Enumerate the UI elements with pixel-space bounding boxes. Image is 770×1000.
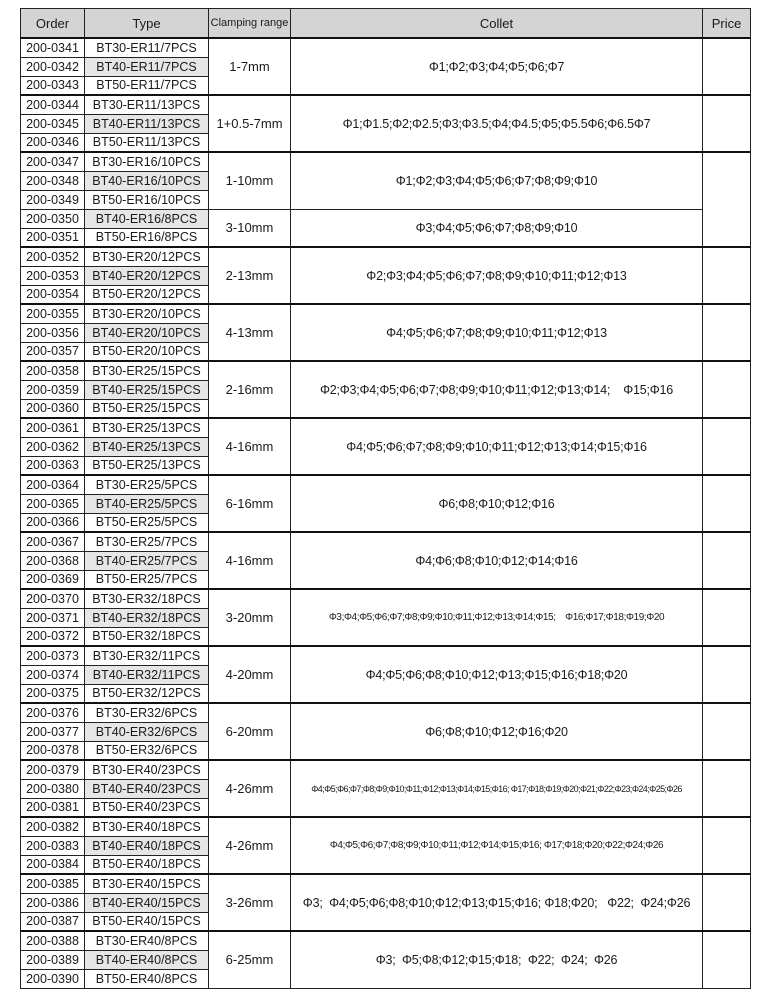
order-number: 200-0372 — [21, 627, 85, 646]
header-row — [21, 9, 751, 39]
price-cell — [703, 475, 751, 532]
clamping-range: 4-26mm — [209, 760, 291, 817]
type-code: BT50-ER25/15PCS — [85, 399, 209, 418]
table-row — [21, 931, 751, 950]
clamping-range: 2-13mm — [209, 247, 291, 304]
type-code: BT40-ER40/18PCS — [85, 836, 209, 855]
type-code: BT40-ER25/7PCS — [85, 551, 209, 570]
product-table-container — [20, 8, 750, 989]
order-number: 200-0385 — [21, 874, 85, 893]
table-body — [21, 38, 751, 988]
order-number: 200-0383 — [21, 836, 85, 855]
type-code: BT30-ER25/5PCS — [85, 475, 209, 494]
type-code: BT50-ER40/23PCS — [85, 798, 209, 817]
collet-sizes: Φ3;Φ4;Φ5;Φ6;Φ7;Φ8;Φ9;Φ10;Φ11;Φ12;Φ13;Φ14;Φ15; Φ16;Φ17;Φ18;Φ19;Φ20 — [291, 589, 703, 646]
price-cell — [703, 304, 751, 361]
collet-sizes: Φ4;Φ5;Φ6;Φ7;Φ8;Φ9;Φ10;Φ11;Φ12;Φ13;Φ14;Φ15;Φ16; Φ17;Φ18;Φ19;Φ20;Φ21;Φ22;Φ23;Φ24;Φ25;Φ26 — [291, 760, 703, 817]
order-number: 200-0343 — [21, 76, 85, 95]
collet-sizes: Φ3;Φ4;Φ5;Φ6;Φ7;Φ8;Φ9;Φ10 — [291, 209, 703, 247]
collet-sizes: Φ6;Φ8;Φ10;Φ12;Φ16;Φ20 — [291, 703, 703, 760]
collet-sizes: Φ4;Φ5;Φ6;Φ8;Φ10;Φ12;Φ13;Φ15;Φ16;Φ18;Φ20 — [291, 646, 703, 703]
clamping-range: 3-10mm — [209, 209, 291, 247]
order-header: Order — [21, 9, 85, 39]
type-code: BT30-ER11/7PCS — [85, 38, 209, 57]
order-number: 200-0344 — [21, 95, 85, 114]
order-number: 200-0348 — [21, 171, 85, 190]
type-code: BT50-ER32/6PCS — [85, 741, 209, 760]
order-number: 200-0388 — [21, 931, 85, 950]
type-code: BT40-ER20/10PCS — [85, 323, 209, 342]
order-number: 200-0342 — [21, 57, 85, 76]
order-number: 200-0381 — [21, 798, 85, 817]
type-code: BT40-ER32/11PCS — [85, 665, 209, 684]
table-row — [21, 209, 751, 228]
type-code: BT50-ER16/8PCS — [85, 228, 209, 247]
table-row — [21, 361, 751, 380]
clamping-range: 4-16mm — [209, 418, 291, 475]
order-number: 200-0371 — [21, 608, 85, 627]
type-code: BT50-ER32/18PCS — [85, 627, 209, 646]
type-code: BT50-ER16/10PCS — [85, 190, 209, 209]
type-code: BT30-ER32/11PCS — [85, 646, 209, 665]
order-number: 200-0366 — [21, 513, 85, 532]
price-cell — [703, 760, 751, 817]
order-number: 200-0374 — [21, 665, 85, 684]
collet-sizes: Φ1;Φ2;Φ3;Φ4;Φ5;Φ6;Φ7;Φ8;Φ9;Φ10 — [291, 152, 703, 209]
clamping-range: 4-20mm — [209, 646, 291, 703]
order-number: 200-0345 — [21, 114, 85, 133]
order-number: 200-0369 — [21, 570, 85, 589]
type-code: BT50-ER32/12PCS — [85, 684, 209, 703]
order-number: 200-0355 — [21, 304, 85, 323]
order-number: 200-0354 — [21, 285, 85, 304]
order-number: 200-0347 — [21, 152, 85, 171]
table-row — [21, 532, 751, 551]
type-code: BT40-ER20/12PCS — [85, 266, 209, 285]
collet-sizes: Φ4;Φ5;Φ6;Φ7;Φ8;Φ9;Φ10;Φ11;Φ12;Φ13 — [291, 304, 703, 361]
order-number: 200-0361 — [21, 418, 85, 437]
table-row — [21, 874, 751, 893]
type-code: BT50-ER40/15PCS — [85, 912, 209, 931]
collet-sizes: Φ1;Φ1.5;Φ2;Φ2.5;Φ3;Φ3.5;Φ4;Φ4.5;Φ5;Φ5.5Φ6;Φ6.5Φ7 — [291, 95, 703, 152]
type-code: BT40-ER40/15PCS — [85, 893, 209, 912]
order-number: 200-0368 — [21, 551, 85, 570]
collet-sizes: Φ3; Φ5;Φ8;Φ12;Φ15;Φ18; Φ22; Φ24; Φ26 — [291, 931, 703, 988]
order-number: 200-0360 — [21, 399, 85, 418]
order-number: 200-0380 — [21, 779, 85, 798]
order-number: 200-0389 — [21, 950, 85, 969]
type-code: BT30-ER16/10PCS — [85, 152, 209, 171]
price-cell — [703, 874, 751, 931]
order-number: 200-0356 — [21, 323, 85, 342]
type-code: BT50-ER11/7PCS — [85, 76, 209, 95]
order-number: 200-0375 — [21, 684, 85, 703]
order-number: 200-0373 — [21, 646, 85, 665]
type-header: Type — [85, 9, 209, 39]
order-number: 200-0390 — [21, 969, 85, 988]
price-cell — [703, 95, 751, 152]
type-code: BT30-ER40/15PCS — [85, 874, 209, 893]
collet-sizes: Φ4;Φ6;Φ8;Φ10;Φ12;Φ14;Φ16 — [291, 532, 703, 589]
type-code: BT50-ER11/13PCS — [85, 133, 209, 152]
type-code: BT40-ER16/8PCS — [85, 209, 209, 228]
type-code: BT30-ER25/15PCS — [85, 361, 209, 380]
order-number: 200-0341 — [21, 38, 85, 57]
clamping-range-header: Clamping range — [209, 9, 291, 39]
clamping-range: 1-7mm — [209, 38, 291, 95]
type-code: BT40-ER25/5PCS — [85, 494, 209, 513]
type-code: BT50-ER40/18PCS — [85, 855, 209, 874]
order-number: 200-0350 — [21, 209, 85, 228]
order-number: 200-0382 — [21, 817, 85, 836]
type-code: BT40-ER16/10PCS — [85, 171, 209, 190]
order-number: 200-0346 — [21, 133, 85, 152]
price-cell — [703, 646, 751, 703]
type-code: BT40-ER40/8PCS — [85, 950, 209, 969]
type-code: BT30-ER25/7PCS — [85, 532, 209, 551]
table-row — [21, 760, 751, 779]
table-row — [21, 304, 751, 323]
collet-sizes: Φ1;Φ2;Φ3;Φ4;Φ5;Φ6;Φ7 — [291, 38, 703, 95]
price-cell — [703, 532, 751, 589]
collet-sizes: Φ3; Φ4;Φ5;Φ6;Φ8;Φ10;Φ12;Φ13;Φ15;Φ16; Φ18;Φ20; Φ22; Φ24;Φ26 — [291, 874, 703, 931]
clamping-range: 3-26mm — [209, 874, 291, 931]
order-number: 200-0353 — [21, 266, 85, 285]
type-code: BT40-ER11/7PCS — [85, 57, 209, 76]
collet-sizes: Φ2;Φ3;Φ4;Φ5;Φ6;Φ7;Φ8;Φ9;Φ10;Φ11;Φ12;Φ13 — [291, 247, 703, 304]
type-code: BT30-ER25/13PCS — [85, 418, 209, 437]
clamping-range: 1+0.5-7mm — [209, 95, 291, 152]
order-number: 200-0384 — [21, 855, 85, 874]
clamping-range: 4-16mm — [209, 532, 291, 589]
clamping-range: 1-10mm — [209, 152, 291, 209]
clamping-range: 6-20mm — [209, 703, 291, 760]
table-row — [21, 247, 751, 266]
table-row — [21, 646, 751, 665]
type-code: BT30-ER32/6PCS — [85, 703, 209, 722]
collet-sizes: Φ6;Φ8;Φ10;Φ12;Φ16 — [291, 475, 703, 532]
table-row — [21, 152, 751, 171]
table-row — [21, 817, 751, 836]
order-number: 200-0358 — [21, 361, 85, 380]
collet-sizes: Φ4;Φ5;Φ6;Φ7;Φ8;Φ9;Φ10;Φ11;Φ12;Φ14;Φ15;Φ16; Φ17;Φ18;Φ20;Φ22;Φ24;Φ26 — [291, 817, 703, 874]
type-code: BT30-ER20/12PCS — [85, 247, 209, 266]
table-row — [21, 38, 751, 57]
table-row — [21, 95, 751, 114]
collet-set-table — [20, 8, 751, 989]
order-number: 200-0365 — [21, 494, 85, 513]
price-cell — [703, 931, 751, 988]
type-code: BT40-ER40/23PCS — [85, 779, 209, 798]
clamping-range: 6-25mm — [209, 931, 291, 988]
collet-sizes: Φ4;Φ5;Φ6;Φ7;Φ8;Φ9;Φ10;Φ11;Φ12;Φ13;Φ14;Φ15;Φ16 — [291, 418, 703, 475]
order-number: 200-0386 — [21, 893, 85, 912]
price-header: Price — [703, 9, 751, 39]
type-code: BT50-ER20/12PCS — [85, 285, 209, 304]
price-cell — [703, 703, 751, 760]
order-number: 200-0378 — [21, 741, 85, 760]
type-code: BT30-ER40/23PCS — [85, 760, 209, 779]
collet-sizes: Φ2;Φ3;Φ4;Φ5;Φ6;Φ7;Φ8;Φ9;Φ10;Φ11;Φ12;Φ13;Φ14; Φ15;Φ16 — [291, 361, 703, 418]
order-number: 200-0351 — [21, 228, 85, 247]
price-cell — [703, 247, 751, 304]
order-number: 200-0379 — [21, 760, 85, 779]
collet-header: Collet — [291, 9, 703, 39]
type-code: BT50-ER25/5PCS — [85, 513, 209, 532]
order-number: 200-0376 — [21, 703, 85, 722]
type-code: BT30-ER40/18PCS — [85, 817, 209, 836]
price-cell — [703, 361, 751, 418]
clamping-range: 6-16mm — [209, 475, 291, 532]
clamping-range: 3-20mm — [209, 589, 291, 646]
order-number: 200-0364 — [21, 475, 85, 494]
price-cell — [703, 589, 751, 646]
price-cell — [703, 38, 751, 95]
type-code: BT30-ER20/10PCS — [85, 304, 209, 323]
table-row — [21, 475, 751, 494]
type-code: BT50-ER25/7PCS — [85, 570, 209, 589]
order-number: 200-0370 — [21, 589, 85, 608]
type-code: BT40-ER25/15PCS — [85, 380, 209, 399]
type-code: BT40-ER25/13PCS — [85, 437, 209, 456]
order-number: 200-0349 — [21, 190, 85, 209]
clamping-range: 4-26mm — [209, 817, 291, 874]
table-row — [21, 589, 751, 608]
price-cell — [703, 418, 751, 475]
order-number: 200-0387 — [21, 912, 85, 931]
order-number: 200-0357 — [21, 342, 85, 361]
type-code: BT40-ER32/6PCS — [85, 722, 209, 741]
order-number: 200-0377 — [21, 722, 85, 741]
order-number: 200-0362 — [21, 437, 85, 456]
order-number: 200-0363 — [21, 456, 85, 475]
type-code: BT40-ER11/13PCS — [85, 114, 209, 133]
table-row — [21, 703, 751, 722]
type-code: BT40-ER32/18PCS — [85, 608, 209, 627]
type-code: BT50-ER20/10PCS — [85, 342, 209, 361]
type-code: BT30-ER11/13PCS — [85, 95, 209, 114]
order-number: 200-0367 — [21, 532, 85, 551]
type-code: BT50-ER25/13PCS — [85, 456, 209, 475]
clamping-range: 2-16mm — [209, 361, 291, 418]
table-row — [21, 418, 751, 437]
price-cell — [703, 152, 751, 247]
clamping-range: 4-13mm — [209, 304, 291, 361]
type-code: BT30-ER40/8PCS — [85, 931, 209, 950]
type-code: BT30-ER32/18PCS — [85, 589, 209, 608]
price-cell — [703, 817, 751, 874]
type-code: BT50-ER40/8PCS — [85, 969, 209, 988]
order-number: 200-0352 — [21, 247, 85, 266]
order-number: 200-0359 — [21, 380, 85, 399]
